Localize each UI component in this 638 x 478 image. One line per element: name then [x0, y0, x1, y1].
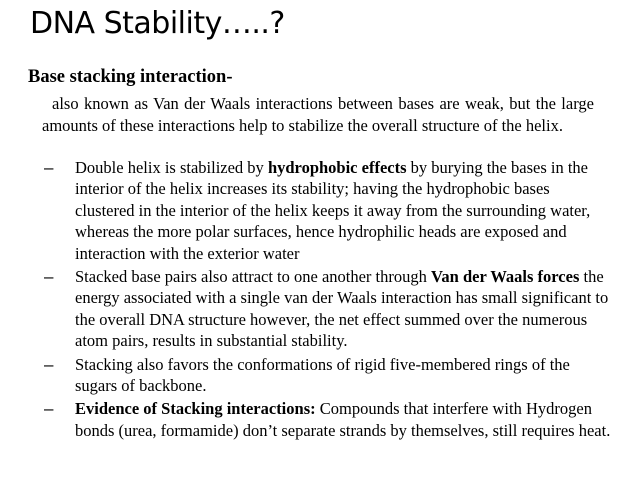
bullet-item-evidence [44, 398, 612, 441]
intro-paragraph: also known as Van der Waals interactions between bases are weak, but the large amounts of these interactions help to stabilize the overall structure of the helix. [42, 94, 594, 135]
bullet-text: Double helix is stabilized by [75, 158, 268, 177]
bullet-dash-icon: – [44, 354, 54, 374]
bullet-dash-icon: – [44, 267, 54, 287]
bullet-dash-icon: – [44, 399, 54, 419]
bullet-dash-icon: – [44, 158, 54, 177]
section-heading: Base stacking interaction- [28, 67, 233, 87]
bullet-item-hydrophobic [44, 157, 612, 264]
bullet-text: Stacking also favors the conformations of rigid five-membered rings of the sugars of backbone. [75, 354, 570, 396]
bullet-text: Compounds that interfere with Hydrogen bonds (urea, formamide) don’t separate strands by themselves, still requires heat. [75, 399, 611, 440]
bullet-emphasis: hydrophobic effects [267, 158, 407, 177]
bullet-emphasis: Evidence of Stacking interactions: [75, 399, 316, 419]
bullet-text: the energy associated with a single van der Waals interaction has small significant to the overall DNA structure however, the net effect summed over the numerous atom pairs, results in substantial stability. [75, 267, 609, 351]
bullet-item-van-der-waals [44, 266, 612, 352]
bullet-item-conformations [44, 354, 612, 397]
bullet-list [44, 157, 612, 443]
slide-title: DNA Stability…..? [30, 6, 285, 41]
bullet-emphasis: Van der Waals forces [431, 267, 580, 287]
bullet-text: by burying the bases in the interior of the helix increases its stability; having the hydrophobic bases clustered in the interior of the helix keeps it away from the surrounding water, whereas the more polar surfaces, hence hydrophilic heads are exposed and interaction with the exterior water [75, 158, 591, 263]
bullet-text: Stacked base pairs also attract to one another through [75, 267, 432, 287]
